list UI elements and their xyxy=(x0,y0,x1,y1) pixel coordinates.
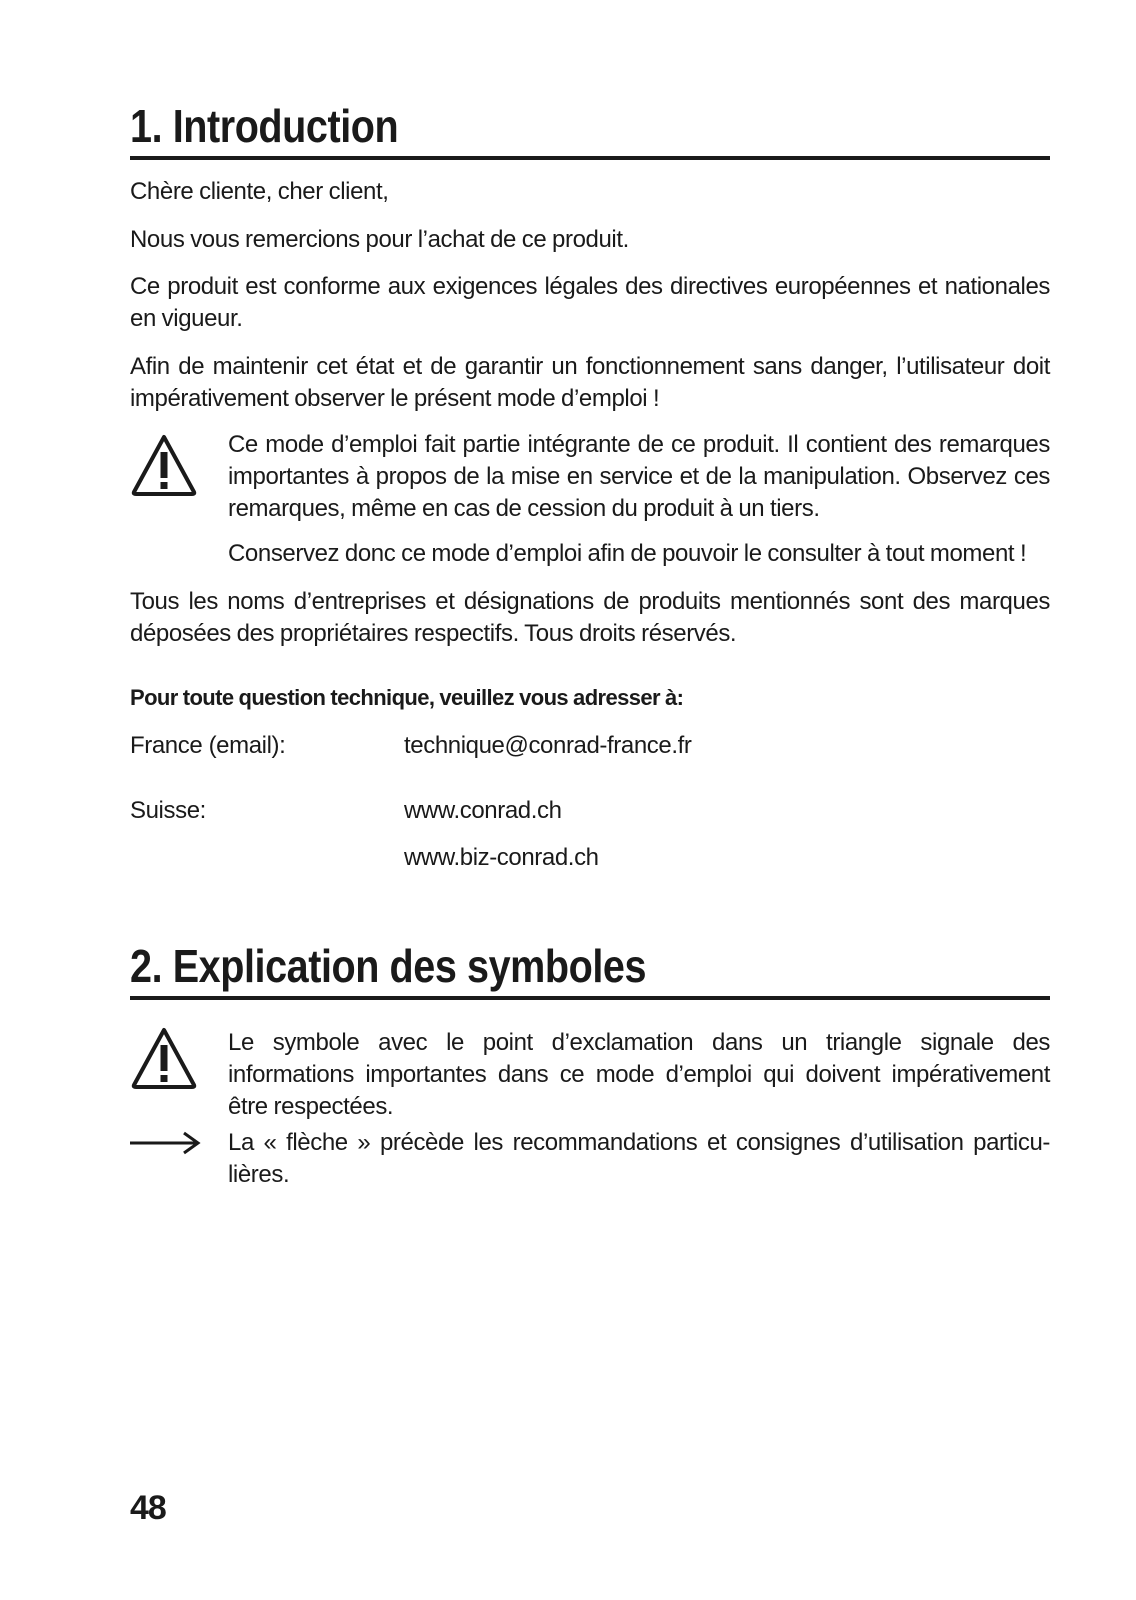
page-number: 48 xyxy=(130,1489,166,1527)
trademark-paragraph: Tous les noms d’entreprises et désignations de produits mentionnés sont des marques déposées des propriétaires respectifs. Tous droits réservés. xyxy=(130,588,1050,647)
safety-paragraph: Afin de maintenir cet état et de garantir un fonctionnement sans danger, l’utilisateur doit impérativement observer le présent mode d’emploi ! xyxy=(130,353,1050,412)
keep-manual-paragraph: Conservez donc ce mode d’emploi afin de pouvoir le consulter à tout moment ! xyxy=(228,540,1027,567)
contact-url-biz-conrad-ch[interactable]: www.biz-conrad.ch xyxy=(404,844,599,871)
warning-triangle-icon xyxy=(130,1025,198,1091)
section-title-symbols xyxy=(130,940,1050,1000)
contact-label-suisse: Suisse: xyxy=(130,797,206,824)
warning-paragraph: Ce mode d’emploi fait partie intégrante de ce produit. Il contient des remarques importantes à propos de la mise en service et de la manipulation. Observez ces remarques, même en cas de cession du produit à un tiers. xyxy=(228,431,1050,522)
section-title-introduction-text: 1. Introduction xyxy=(130,100,399,152)
contact-url-conrad-ch[interactable]: www.conrad.ch xyxy=(404,797,562,824)
symbol-arrow-description: La « flèche » précède les recommandations et consignes d’utilisation particu-lières. xyxy=(228,1129,1050,1188)
contact-email-france[interactable]: technique@conrad-france.fr xyxy=(404,732,692,759)
warning-triangle-icon xyxy=(130,432,198,498)
conformity-paragraph: Ce produit est conforme aux exigences légales des directives européennes et nationales en vigueur. xyxy=(130,273,1050,332)
contact-label-france: France (email): xyxy=(130,732,286,759)
support-heading: Pour toute question technique, veuillez vous adresser à: xyxy=(130,685,684,710)
section-title-symbols-text: 2. Explication des symboles xyxy=(130,940,647,992)
greeting-paragraph: Chère cliente, cher client, xyxy=(130,178,389,205)
arrow-right-icon xyxy=(130,1130,202,1156)
symbol-warning-description: Le symbole avec le point d’exclamation dans un triangle signale des informations importantes dans ce mode d’emploi qui doivent impérativement être respectées. xyxy=(228,1029,1050,1120)
section-title-introduction xyxy=(130,100,1050,160)
thanks-paragraph: Nous vous remercions pour l’achat de ce produit. xyxy=(130,226,629,253)
